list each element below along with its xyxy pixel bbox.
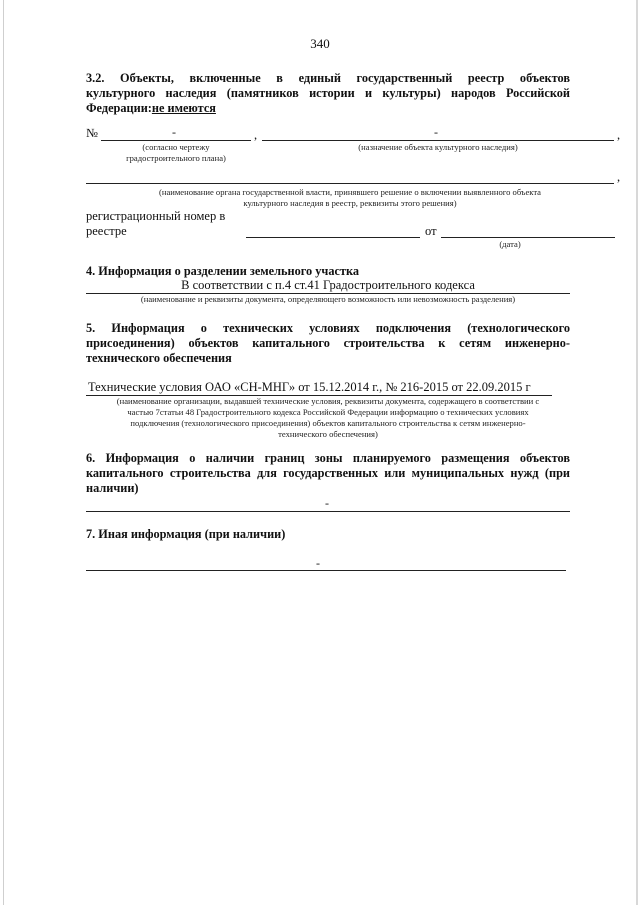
section-6-heading-line1: 6. Информация о наличии границ зоны планируемого размещения объектов — [86, 451, 570, 465]
section-6-heading-line3: наличии) — [86, 481, 139, 495]
section-3-2-heading-line2: культурного наследия (памятников истории и культуры) народов Российской — [86, 86, 570, 100]
section-3-2-heading-line1: 3.2. Объекты, включенные в единый государственный реестр объектов — [86, 71, 570, 85]
comma-3: , — [617, 170, 621, 184]
section-4-value: В соответствии с п.4 ст.41 Градостроительного кодекса — [181, 278, 475, 292]
caption-org-line1: (наименование органа государственной власти, принявшего решение о включении выявленного объекта — [158, 187, 541, 197]
caption-date: (дата) — [499, 239, 521, 249]
section-5-heading-line2: присоединения) объектов капитального строительства к сетям инженерно- — [86, 336, 570, 350]
number-label: № — [86, 126, 98, 140]
org-field-line — [86, 183, 614, 184]
comma-1: , — [254, 128, 258, 142]
scan-edge-left — [3, 0, 4, 905]
section-3-2-heading-line3 — [86, 101, 216, 116]
section-4-heading: 4. Информация о разделении земельного участка — [86, 264, 360, 278]
section-5-caption-line3: подключения (технологического присоединения) объектов капитального строительства к сетям инженерно- — [130, 418, 526, 428]
number-field-value: - — [172, 125, 176, 139]
date-from-label: от — [425, 224, 437, 238]
number-field-line — [101, 140, 251, 141]
section-6-value: - — [325, 496, 329, 510]
purpose-field-line — [262, 140, 614, 141]
page-number: 340 — [310, 36, 330, 51]
section-6-heading-line2: капитального строительства для государственных или муниципальных нужд (при — [86, 466, 570, 480]
reg-number-field-line — [246, 237, 420, 238]
scan-edge-right — [636, 0, 638, 905]
reg-number-label-line2: реестре — [86, 224, 127, 238]
caption-drawing-line2: градостроительного плана) — [126, 153, 226, 163]
section-3-2-value: не имеются — [151, 101, 216, 115]
caption-org-line2: культурного наследия в реестр, реквизиты этого решения) — [243, 198, 457, 208]
section-5-heading-line1: 5. Информация о технических условиях подключения (технологического — [86, 321, 570, 335]
purpose-field-value: - — [434, 125, 438, 139]
caption-drawing-line1: (согласно чертежу — [142, 142, 210, 152]
section-7-heading: 7. Иная информация (при наличии) — [86, 527, 286, 541]
section-7-value: - — [316, 556, 320, 570]
section-4-caption: (наименование и реквизиты документа, определяющего возможность или невозможность разделения) — [140, 294, 516, 304]
section-5-caption-line4: технического обеспечения) — [278, 429, 378, 439]
section-5-caption-line1: (наименование организации, выдавшей технические условия, реквизиты документа, содержащего в соответствии с — [116, 396, 540, 406]
comma-2: , — [617, 128, 621, 142]
section-5-caption-line2: частью 7статьи 48 Градостроительного кодекса Российской Федерации информацию о технических условиях — [127, 407, 529, 417]
section-7-field-line — [86, 570, 566, 571]
section-5-value: Технические условия ОАО «СН-МНГ» от 15.12.2014 г., № 216-2015 от 22.09.2015 г — [88, 380, 531, 394]
section-3-2-heading-prefix: Федерации: — [86, 101, 152, 115]
section-6-field-line — [86, 511, 570, 512]
reg-number-label-line1: регистрационный номер в — [86, 209, 226, 223]
section-5-heading-line3: технического обеспечения — [86, 351, 232, 365]
date-field-line — [441, 237, 615, 238]
caption-purpose: (назначение объекта культурного наследия) — [358, 142, 518, 152]
